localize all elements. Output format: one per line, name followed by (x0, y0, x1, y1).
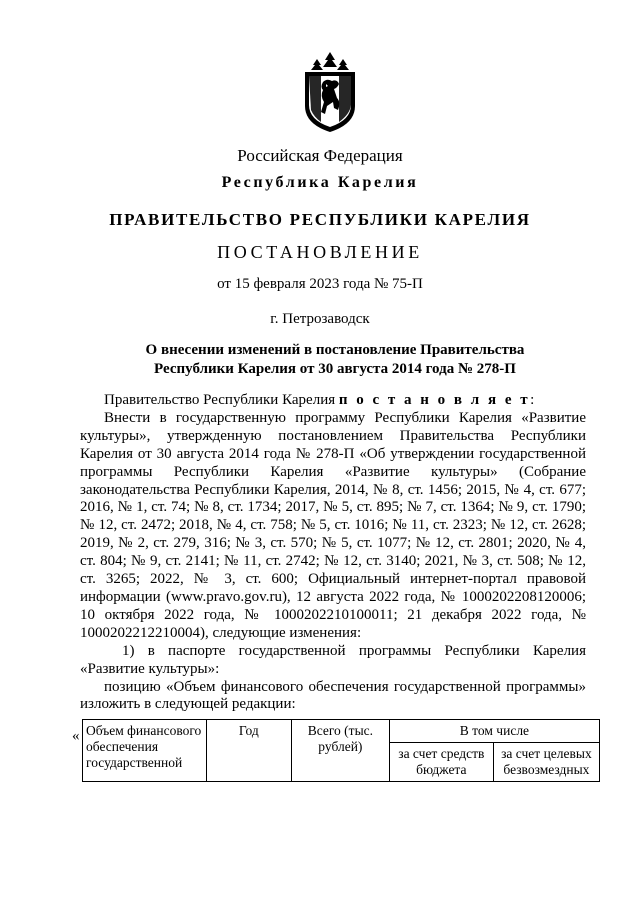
document-type: ПОСТАНОВЛЕНИЕ (217, 242, 423, 262)
header-gratuitous-funds: за счет целевых безвозмездных (493, 743, 599, 782)
financing-table (82, 719, 600, 782)
title-line-2: Республики Карелия от 30 августа 2014 года № 278-П (154, 361, 516, 377)
paragraph-position: позицию «Объем финансового обеспечения государственной программы» изложить в следующей редакции: (80, 678, 586, 713)
resolves-tail: : (530, 392, 535, 408)
header-financing-volume: Объем финансового обеспечения государственной (83, 720, 207, 782)
resolves-keyword: п о с т а н о в л я е т (338, 392, 531, 408)
resolves-lead: Правительство Республики Карелия (104, 392, 339, 408)
header-year: Год (206, 720, 291, 782)
header-including: В том числе (389, 720, 599, 743)
document-title (80, 341, 590, 379)
paragraph-passport: 1) в паспорте государственной программы Республики Карелия «Развитие культуры»: (80, 642, 586, 677)
document-body (80, 392, 586, 714)
paragraph-amendments: Внести в государственную программу Республики Карелия «Развитие культуры», утвержденную постановлением Правительства Республики Карелия от 30 августа 2014 года № 278-П «Об утверждении государственной программы Республики Карелия «Развитие культуры» (Собрание законодательства Республики Карелия, 2014, № 8, ст. 1456; 2015, № 4, ст. 677; 2016, № 1, ст. 74; № 8, ст. 1734; 2017, № 5, ст. 895; № 7, ст. 1364; № 9, ст. 1790; № 12, ст. 2472; 2018, № 4, ст. 758; № 5, ст. 1016; № 11, ст. 2323; № 12, ст. 2628; 2019, № 2, ст. 279, 316; № 3, ст. 570; № 5, ст. 1077; № 12, ст. 2801; 2020, № 4, ст. 804; № 9, ст. 2141; № 11, ст. 2742; № 12, ст. 3140; 2021, № 3, ст. 508; № 12, ст. 3265; 2022, № 3, ст. 600; Официальный интернет-портал правовой информации (www.pravo.gov.ru), 12 августа 2022 года, № 1000202208120006; 10 октября 2022 года, № 1000202210100011; 21 декабря 2022 года, № 1000202212210004), следующие изменения: (80, 409, 586, 641)
header-budget-funds: за счет средств бюджета (389, 743, 493, 782)
country-name: Российская Федерация (237, 146, 403, 165)
republic-name: Республика Карелия (221, 174, 419, 191)
title-line-1: О внесении изменений в постановление Правительства (145, 342, 525, 358)
government-name: ПРАВИТЕЛЬСТВО РЕСПУБЛИКИ КАРЕЛИЯ (109, 210, 531, 229)
paragraph-resolves (80, 392, 586, 410)
karelia-coat-of-arms-icon (301, 50, 359, 134)
table-row (83, 720, 600, 743)
table-open-quote: « (72, 728, 80, 744)
header-total: Всего (тыс. рублей) (291, 720, 389, 782)
document-date: от 15 февраля 2023 года № 75-П (217, 276, 423, 292)
document-city: г. Петрозаводск (270, 311, 370, 327)
